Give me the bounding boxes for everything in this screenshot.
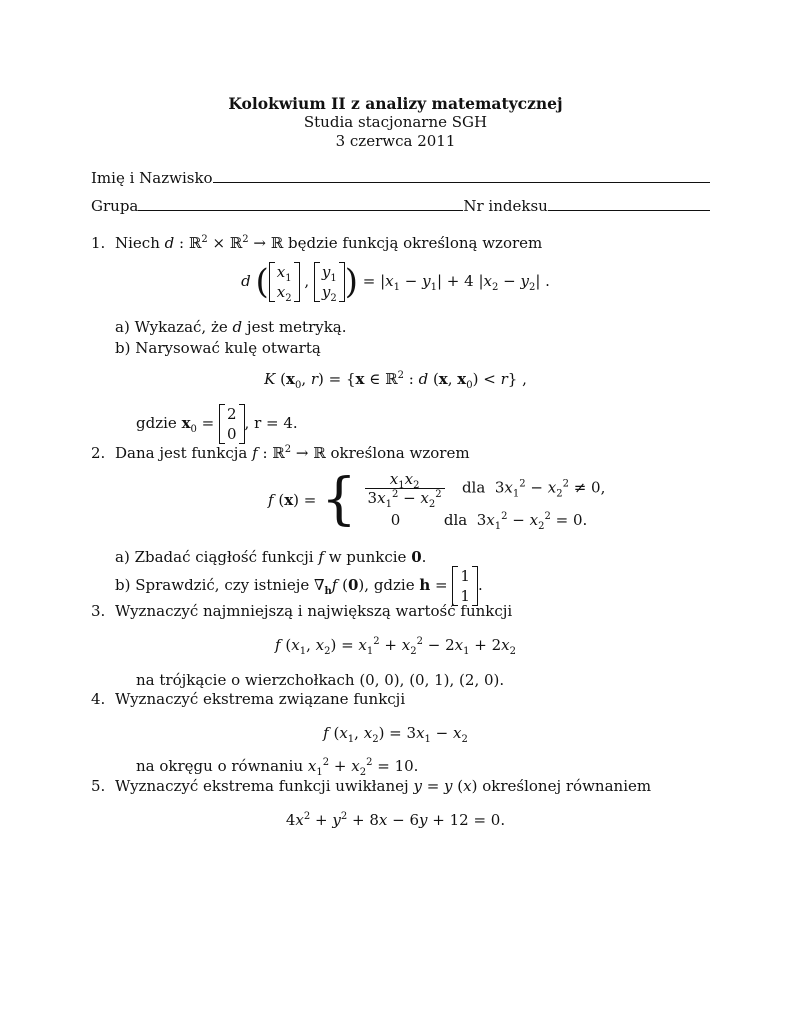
problem-4-formula: f ($x_1$, $x_2) = 3x_1 - x_2$ <box>323 724 468 745</box>
group-label: Grupa <box>91 197 139 215</box>
name-row <box>91 169 710 187</box>
problem-4-number: 4. <box>91 690 106 708</box>
piecewise-function: f (x) = { $\frac{x_1x_2}{3x_1^2 - x_2^2}$ dla $3x_1^2 - x_2^2 \ne 0$, 0 dla $3x_1^2 - x_2^2 = 0$. <box>268 466 606 532</box>
problem-1-statement: Niech d : ℝ$^2$ × ℝ$^2$ → ℝ będzie funkcją określoną wzorem <box>115 234 543 252</box>
problem-3-number: 3. <box>91 602 106 620</box>
problem-3-statement: Wyznaczyć najmniejszą i największą wartość funkcji <box>115 602 513 620</box>
problem-5-statement: Wyznaczyć ekstrema funkcji uwikłanej y = y (x) określonej równaniem <box>115 777 652 795</box>
metric-formula: d ( $x_1$ $x_2$ , $y_1$ $y_2$ ) = $|x_1 - y_1| + 4$ $|x_2 - y_2|$ . <box>241 262 550 304</box>
open-ball-formula: K ($x_0$, r) = {x ∈ ℝ$^2$ : d (x, $x_0) < r$} , <box>264 370 527 391</box>
group-field[interactable] <box>138 198 463 211</box>
problem-2-number: 2. <box>91 444 106 462</box>
problem-2a: a) Zbadać ciągłość funkcji f w punkcie 0. <box>115 548 427 566</box>
index-label: Nr indeksu <box>463 197 548 215</box>
problem-1-where: gdzie $x_0 = 2$ 0, r = 4. <box>136 405 298 443</box>
problem-3-after: na trójkącie o wierzchołkach (0, 0), (0, 1), (2, 0). <box>136 671 505 689</box>
problem-1b: b) Narysować kulę otwartą <box>115 339 321 357</box>
problem-1-number: 1. <box>91 234 106 252</box>
problem-1a: a) Wykazać, że d jest metryką. <box>115 318 347 336</box>
group-row <box>91 197 710 215</box>
problem-2b: b) Sprawdzić, czy istnieje $\nabla_hf$ (0), gdzie h = 1 1. <box>115 567 483 605</box>
problem-4-statement: Wyznaczyć ekstrema związane funkcji <box>115 690 406 708</box>
page-subtitle: Studia stacjonarne SGH <box>303 113 488 131</box>
exam-date: 3 czerwca 2011 <box>335 132 456 150</box>
problem-4-after: na okręgu o równaniu $x_1^2 + x_2^2 = 10$. <box>136 757 419 778</box>
name-field[interactable] <box>213 170 710 183</box>
page-title: Kolokwium II z analizy matematycznej <box>228 94 563 113</box>
name-label: Imię i Nazwisko <box>91 169 213 187</box>
problem-2-statement: Dana jest funkcja f : ℝ$^2$ → ℝ określona wzorem <box>115 444 470 462</box>
problem-3-formula: f ($x_1$, $x_2) = x_1^2 + x_2^2 - 2x_1 + 2x_2$ <box>275 636 516 657</box>
problem-5-formula: $4x^2 + y^2 + 8x - 6y + 12 = 0$. <box>285 811 506 829</box>
index-field[interactable] <box>548 198 710 211</box>
problem-5-number: 5. <box>91 777 106 795</box>
